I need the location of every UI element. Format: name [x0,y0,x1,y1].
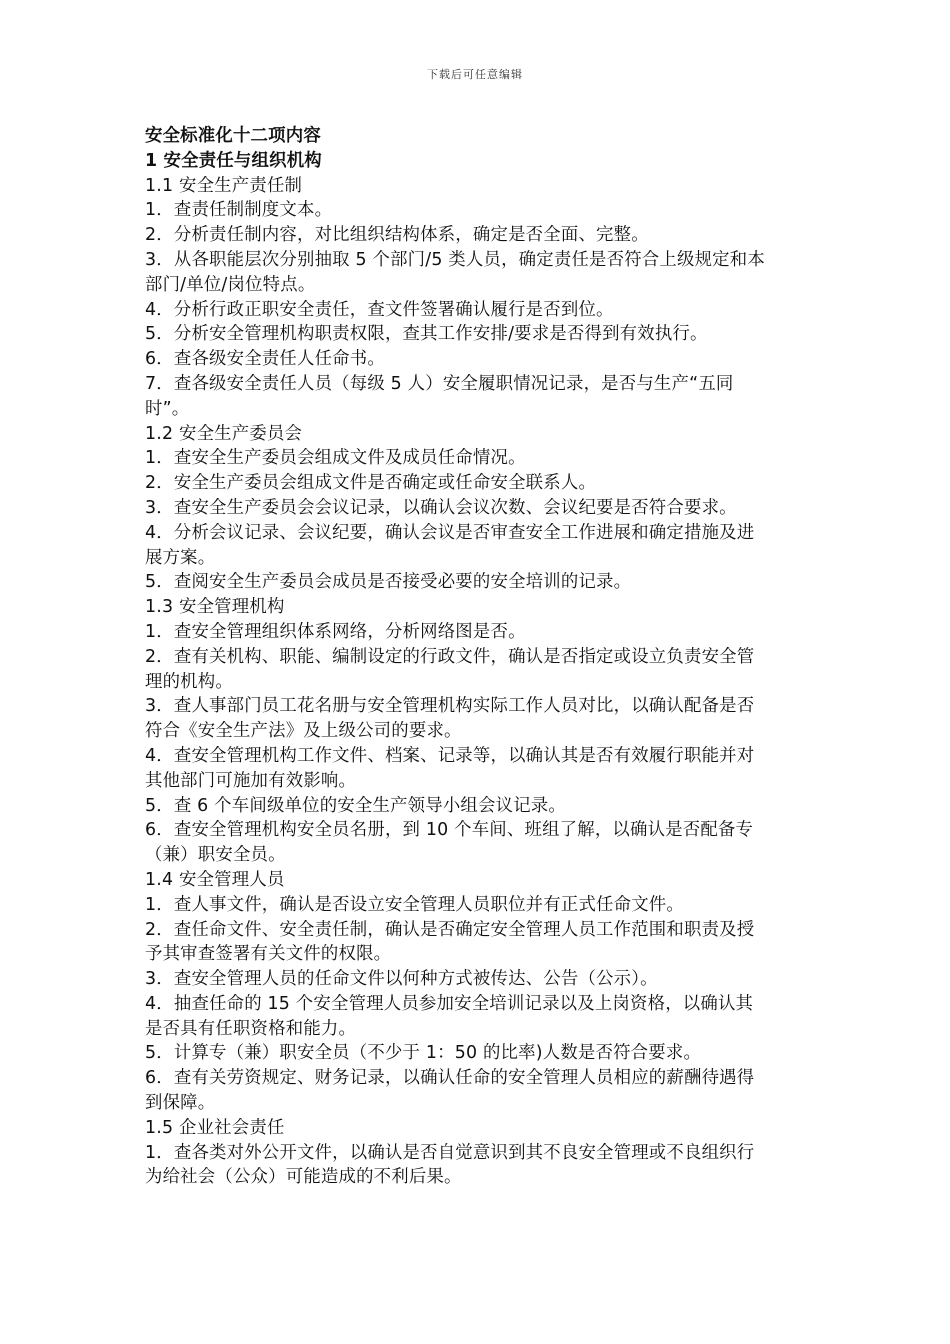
text-line: 4．分析行政正职安全责任，查文件签署确认履行是否到位。 [145,299,614,320]
text-line: 1.1 安全生产责任制 [145,175,303,196]
header-note: 下载后可任意编辑 [427,68,523,81]
text-line: 4．分析会议记录、会议纪要，确认会议是否审查安全工作进展和确定措施及进 [145,522,755,543]
text-line: 其他部门可施加有效影响。 [145,770,357,791]
text-line: 4．查安全管理机构工作文件、档案、记录等，以确认其是否有效履行职能并对 [145,745,755,766]
text-line: 1.5 企业社会责任 [145,1117,285,1138]
text-line: 6．查安全管理机构安全员名册，到 10 个车间、班组了解，以确认是否配备专 [145,820,754,841]
text-line: 1．查人事文件，确认是否设立安全管理人员职位并有正式任命文件。 [145,894,684,915]
text-line: 7．查各级安全责任人员（每级 5 人）安全履职情况记录，是否与生产“五同 [145,373,734,394]
text-line: 2．查有关机构、职能、编制设定的行政文件，确认是否指定或设立负责安全管 [145,646,755,667]
document-heading: 安全标准化十二项内容 [145,126,321,146]
text-line: 1．查安全生产委员会组成文件及成员任命情况。 [145,448,526,469]
text-line: 1.2 安全生产委员会 [145,423,303,444]
text-line: 2．查任命文件、安全责任制，确认是否确定安全管理人员工作范围和职责及授 [145,919,755,940]
document-heading: 1 安全责任与组织机构 [145,150,322,171]
text-line: 1.3 安全管理机构 [145,597,285,618]
text-line: 符合《安全生产法》及上级公司的要求。 [145,721,462,742]
text-line: 2．安全生产委员会组成文件是否确定或任命安全联系人。 [145,473,597,494]
text-line: 5．计算专（兼）职安全员（不少于 1：50 的比率)人数是否符合要求。 [145,1043,702,1064]
text-line: 5．查 6 个车间级单位的安全生产领导小组会议记录。 [145,795,566,816]
text-line: 1.4 安全管理人员 [145,869,285,890]
text-line: （兼）职安全员。 [145,845,286,866]
text-line: 时”。 [145,398,190,419]
text-line: 6．查各级安全责任人任命书。 [145,349,385,370]
text-line: 部门/单位/岗位特点。 [145,274,316,295]
text-line: 展方案。 [145,547,216,568]
text-line: 为给社会（公众）可能造成的不利后果。 [145,1167,462,1188]
text-line: 5．查阅安全生产委员会成员是否接受必要的安全培训的记录。 [145,572,632,593]
text-line: 理的机构。 [145,671,233,692]
text-line: 3．查安全管理人员的任命文件以何种方式被传达、公告（公示）。 [145,969,658,990]
text-line: 4．抽查任命的 15 个安全管理人员参加安全培训记录以及上岗资格，以确认其 [145,993,754,1014]
text-line: 6．查有关劳资规定、财务记录，以确认任命的安全管理人员相应的薪酬待遇得 [145,1068,755,1089]
text-line: 3．查人事部门员工花名册与安全管理机构实际工作人员对比，以确认配备是否 [145,696,755,717]
text-line: 1．查安全管理组织体系网络，分析网络图是否。 [145,621,526,642]
text-line: 到保障。 [145,1093,216,1114]
text-line: 是否具有任职资格和能力。 [145,1018,357,1039]
text-line: 1．查各类对外公开文件，以确认是否自觉意识到其不良安全管理或不良组织行 [145,1142,755,1163]
document-body [145,124,815,1190]
text-line: 2．分析责任制内容，对比组织结构体系，确定是否全面、完整。 [145,225,649,246]
text-line: 5．分析安全管理机构职责权限，查其工作安排/要求是否得到有效执行。 [145,324,708,345]
text-line: 3．查安全生产委员会会议记录，以确认会议次数、会议纪要是否符合要求。 [145,497,737,518]
text-line: 予其审查签署有关文件的权限。 [145,944,392,965]
text-line: 1．查责任制制度文本。 [145,200,333,221]
text-line: 3．从各职能层次分别抽取 5 个部门/5 类人员，确定责任是否符合上级规定和本 [145,249,765,270]
